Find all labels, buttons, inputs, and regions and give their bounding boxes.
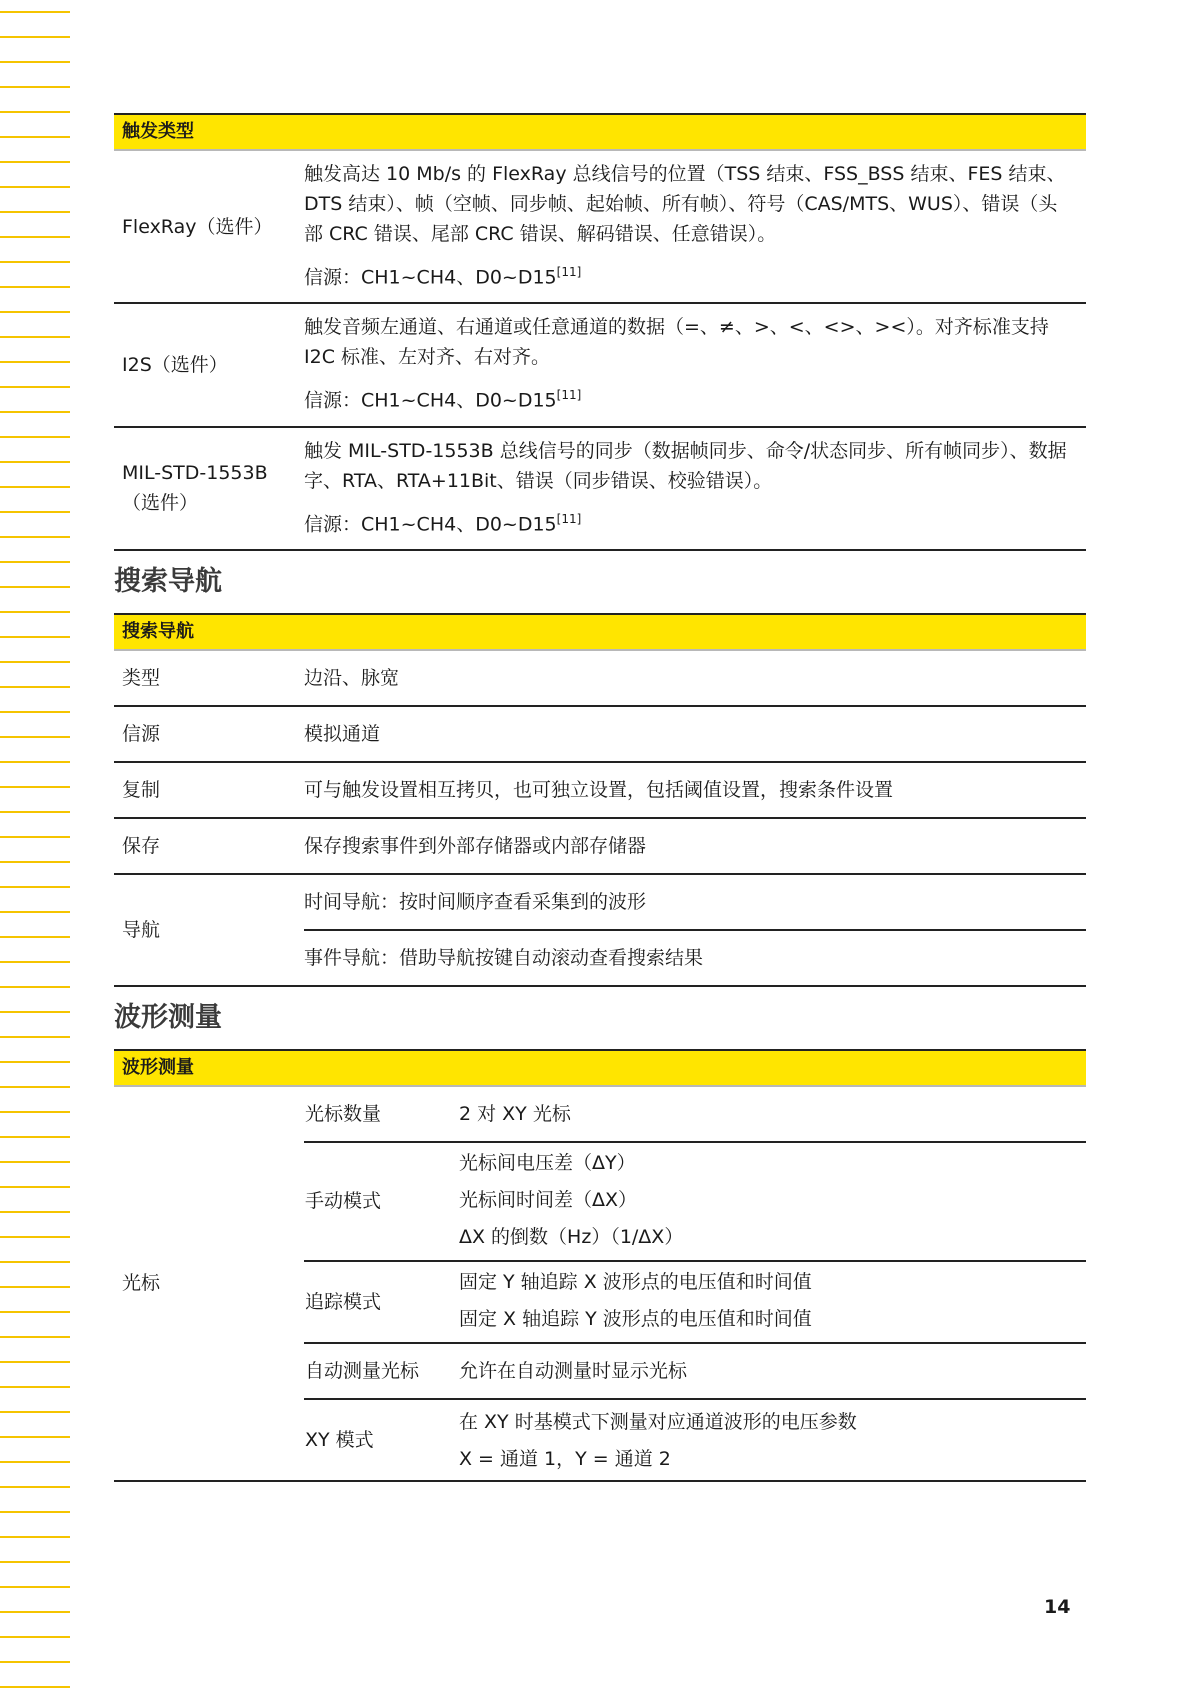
row-label: XY 模式 xyxy=(304,1399,459,1481)
measure-table xyxy=(114,1049,1086,1482)
section-heading-measure: 波形测量 xyxy=(114,1001,222,1033)
row-description: 触发音频左通道、右通道或任意通道的数据（=、≠、>、<、<>、><）。对齐标准支持 I2C 标准、左对齐、右对齐。 xyxy=(304,316,1049,369)
footnote-ref: [11] xyxy=(556,388,582,403)
measure-table-header: 波形测量 xyxy=(114,1050,1086,1086)
row-value-line: ΔX 的倒数（Hz）（1/ΔX） xyxy=(459,1225,684,1248)
row-label: 自动测量光标 xyxy=(304,1343,459,1399)
trigger-row-1553b xyxy=(114,427,1086,550)
row-value: 可与触发设置相互拷贝，也可独立设置，包括阈值设置，搜索条件设置 xyxy=(304,762,1086,818)
margin-stripe-decoration xyxy=(0,0,70,1696)
row-label: 光标数量 xyxy=(304,1086,459,1142)
search-table xyxy=(114,613,1086,987)
row-label: FlexRay（选件） xyxy=(114,150,304,303)
row-source xyxy=(304,380,1076,415)
section-heading-search: 搜索导航 xyxy=(114,565,222,597)
row-value: 边沿、脉宽 xyxy=(304,650,1086,706)
trigger-table-header: 触发类型 xyxy=(114,114,1086,150)
search-row-nav-time xyxy=(114,874,1086,930)
row-value-line: 光标间电压差（ΔY） xyxy=(459,1151,636,1174)
row-value: 模拟通道 xyxy=(304,706,1086,762)
cursor-label: 光标 xyxy=(114,1086,304,1481)
search-row-save xyxy=(114,818,1086,874)
measure-row-count xyxy=(114,1086,1086,1142)
row-description: 触发高达 10 Mb/s 的 FlexRay 总线信号的位置（TSS 结束、FSS_BSS 结束、FES 结束、DTS 结束）、帧（空帧、同步帧、起始帧、所有帧）、符号（CAS/MTS、WUS）、错误（头部 CRC 错误、尾部 CRC 错误、解码错误、任意错误）。 xyxy=(304,163,1066,245)
row-label: 类型 xyxy=(114,650,304,706)
trigger-row-i2s xyxy=(114,303,1086,426)
row-value-line: 固定 Y 轴追踪 X 波形点的电压值和时间值 xyxy=(459,1270,812,1293)
row-label: 复制 xyxy=(114,762,304,818)
row-source xyxy=(304,257,1076,292)
row-value-line: 光标间时间差（ΔX） xyxy=(459,1188,638,1211)
nav-item-event: 事件导航：借助导航按键自动滚动查看搜索结果 xyxy=(304,930,1086,986)
footnote-ref: [11] xyxy=(556,265,582,279)
row-label: 导航 xyxy=(114,874,304,986)
row-value-line: 在 XY 时基模式下测量对应通道波形的电压参数 xyxy=(459,1410,857,1433)
search-row-source xyxy=(114,706,1086,762)
row-value: 允许在自动测量时显示光标 xyxy=(459,1343,1086,1399)
source-text: 信源：CH1~CH4、D0~D15 xyxy=(304,389,557,412)
trigger-table xyxy=(114,113,1086,551)
row-label: 信源 xyxy=(114,706,304,762)
row-label: MIL-STD-1553B（选件） xyxy=(114,427,304,550)
row-value-line: X = 通道 1，Y = 通道 2 xyxy=(459,1447,671,1470)
page-number: 14 xyxy=(1044,1596,1071,1618)
row-value: 2 对 XY 光标 xyxy=(459,1086,1086,1142)
row-label: 手动模式 xyxy=(304,1142,459,1261)
search-table-header: 搜索导航 xyxy=(114,614,1086,650)
source-text: 信源：CH1~CH4、D0~D15 xyxy=(304,512,557,535)
source-text: 信源：CH1~CH4、D0~D15 xyxy=(304,266,557,289)
trigger-row-flexray xyxy=(114,150,1086,303)
page-content xyxy=(114,113,1086,1482)
row-description: 触发 MIL-STD-1553B 总线信号的同步（数据帧同步、命令/状态同步、所有帧同步）、数据字、RTA、RTA+11Bit、错误（同步错误、校验错误）。 xyxy=(304,439,1067,492)
row-label: 追踪模式 xyxy=(304,1261,459,1343)
row-value-line: 固定 X 轴追踪 Y 波形点的电压值和时间值 xyxy=(459,1307,812,1330)
row-label: I2S（选件） xyxy=(114,303,304,426)
footnote-ref: [11] xyxy=(556,511,582,526)
row-source xyxy=(304,504,1076,539)
row-label: 保存 xyxy=(114,818,304,874)
row-value: 保存搜索事件到外部存储器或内部存储器 xyxy=(304,818,1086,874)
search-row-type xyxy=(114,650,1086,706)
nav-item-time: 时间导航：按时间顺序查看采集到的波形 xyxy=(304,874,1086,930)
search-row-copy xyxy=(114,762,1086,818)
